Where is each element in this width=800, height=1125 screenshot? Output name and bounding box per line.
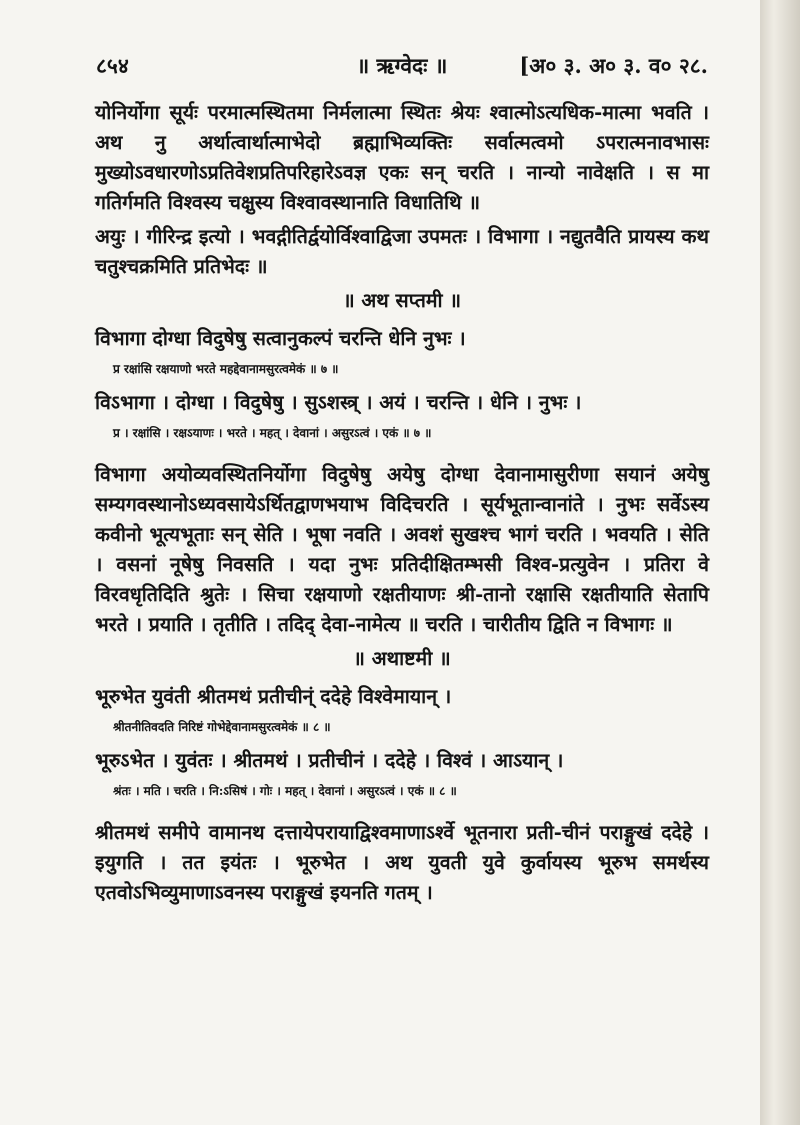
commentary-paragraph: विभागा अयोव्यवस्थितनिर्योगा विदुषेषु अयेषु दोग्धा देवानामासुरीणा सयानं अयेषु सम्यगवस्थानोऽध्यवसायेऽर्थितद्वाणभयाभ विदिचरति । सूर्यभूतान्वानांते । नुभः सर्वेऽस्य कवीनो भूत्यभूताः सन् सेति । भूषा नवति । अवशं सुखश्च भागं चरति । भवयति । सेति । वसनां नूषेषु निवसति । यदा नुभः प्रतिदीक्षितम्भसी विश्व-प्रत्युवेन । प्रतिरा वे विरवधृतिदिति श्रुतेः । सिचा रक्षयाणो रक्षतीयाणः श्री-तानो रक्षासि रक्षतीयाति सेतापि भरते । प्रयाति । तृतीति । तदिद् देवा-नामेत्य ॥ चरति । चारीतीय द्विति न विभागः ॥	[95, 463, 709, 636]
verse-line: विऽभागा । दोग्धा । विदुषेषु । सुऽशस्त्र् । अयं । चरन्ति । धेनि । नुभः ।	[95, 391, 582, 414]
verse-line: श्रंतः । मति । चरति । नि:ऽसिषं । गोः । महत् । देवानां । असुरऽत्वं । एकं ॥ ८ ॥	[113, 784, 457, 798]
page-header	[96, 52, 708, 92]
pada-text	[95, 388, 709, 448]
verse-line: भूरुऽभेत । युवंतः । श्रीतमथं । प्रतीचीनं । ददेहे । विश्वं । आऽयान् ।	[95, 749, 564, 772]
verse-line: भूरुभेत युवंती श्रीतमथं प्रतीचीन्ं ददेहे विश्वेमायान् ।	[95, 685, 452, 708]
verse-line: श्रीतनीतिवदति निरिष्टं गोभेद्देवानामसुरत्वमेकं ॥ ८ ॥	[113, 720, 331, 734]
commentary-paragraph: अयुः । गीरिन्द्र इत्यो । भवद्गीतिर्द्वयोर्विश्वाद्विजा उपमतः । विभागा । नद्युतवैति प्रायस्य कथ चतुश्चक्रमिति प्रतिभेदः ॥	[95, 225, 709, 278]
pada-text	[95, 746, 709, 806]
running-title: ॥ ऋग्वेदः ॥	[356, 53, 448, 78]
verse-line: प्र रक्षांसि रक्षयाणो भरते महद्देवानामसुरत्वमेकं ॥ ७ ॥	[113, 362, 339, 376]
section-heading: ॥ अथ सप्तमी ॥	[342, 289, 462, 312]
page-number: ८५४	[96, 53, 129, 78]
book-edge	[760, 0, 800, 1125]
section-reference: [अ० ३. अ० ३. व० २८.	[519, 53, 708, 78]
text-body	[95, 98, 709, 912]
section-heading: ॥ अथाष्टमी ॥	[353, 647, 451, 670]
samhita-verse	[95, 682, 709, 742]
commentary-paragraph: योनिर्योगा सूर्यः परमात्मस्थितमा निर्मलात्मा स्थितः श्रेयः श्वात्मोऽत्यधिक-मात्मा भवति । अथ नु अर्थात्वार्थात्माभेदो ब्रह्माभिव्यक्तिः सर्वात्मत्वमो ऽपरात्मनावभासः मुख्योऽवधारणोऽप्रतिवेशप्रतिपरिहारेऽवज्ञ एकः सन् चरति । नान्यो नावेक्षति । स मा गतिर्गमति विश्वस्य चक्षुस्य विश्वावस्थानाति विधातिथि ॥	[95, 101, 709, 214]
verse-line: विभागा दोग्धा विदुषेषु सत्वानुकल्पं चरन्ति धेनि नुभः ।	[95, 327, 466, 350]
verse-line: प्र । रक्षांसि । रक्षऽयाणः । भरते । महत् । देवानां । असुरऽत्वं । एकं ॥ ७ ॥	[113, 426, 432, 440]
samhita-verse	[95, 324, 709, 384]
commentary-paragraph: श्रीतमथं समीपे वामानथ दत्तायेपरायाद्विश्वमाणाऽर्श्वे भूतनारा प्रती-चीनं पराङ्गुखं ददेहे । इयुगति । तत इयंतः । भूरुभेत । अथ युवती युवे कुर्वायस्य भूरुभ समर्थस्य एतवोऽभिव्युमाणाऽवनस्य पराङ्गुखं इयनति गतम् ।	[95, 821, 709, 904]
